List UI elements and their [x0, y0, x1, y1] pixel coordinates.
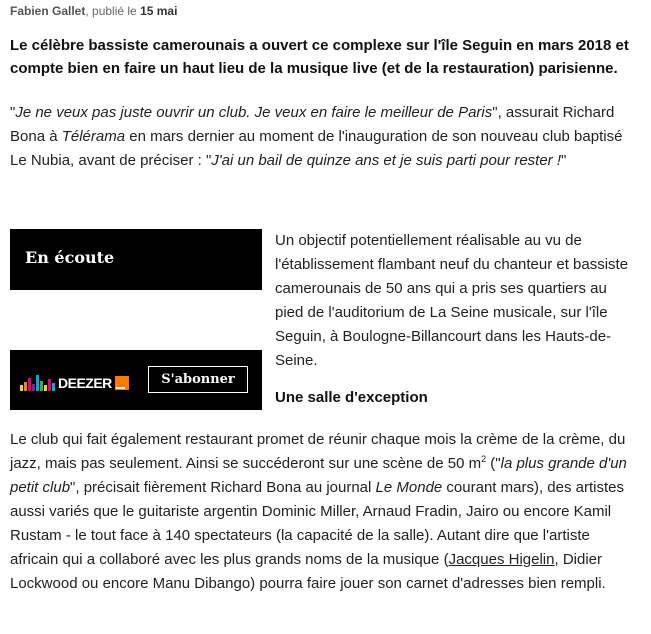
equalizer-bar — [48, 379, 51, 391]
equalizer-bar — [24, 382, 27, 391]
intro-middle-text: en mars dernier au moment de l'inauguration de son nouveau club baptisé Le Nubia, avant de préciser : " — [10, 128, 623, 169]
deezer-player-widget — [10, 229, 262, 410]
equalizer-bar — [20, 385, 23, 391]
paragraph-club — [10, 428, 640, 596]
club-text-b: (" — [486, 455, 501, 472]
equalizer-bar — [32, 384, 35, 391]
quote-open: " — [10, 104, 16, 121]
publish-date: 15 mai — [140, 4, 178, 18]
equalizer-icon — [20, 375, 55, 391]
deezer-logo[interactable] — [20, 371, 129, 391]
player-title: En écoute — [25, 248, 115, 267]
club-text-e: , Didier Lockwood ou encore Manu Dibango) pourra faire jouer son carnet d'adresses bien rempli. — [10, 551, 606, 592]
byline — [10, 0, 639, 18]
quote-close-text: ", assurait Richard Bona à — [10, 104, 615, 145]
quote-bona-1: Je ne veux pas juste ouvrir un club. Je veux en faire le meilleur de Paris — [15, 104, 493, 121]
deezer-wordmark: DEEZER — [58, 375, 112, 391]
link-jacques-higelin[interactable]: Jacques Higelin — [448, 551, 555, 568]
paragraph-club-block — [10, 428, 640, 596]
equalizer-bar — [40, 381, 43, 391]
club-text-d: courant mars), des artistes aussi variés que le guitariste argentin Dominic Miller, Arnaud Fradin, Jairo ou encore Kamil Rustam - le tout face à 140 spectateurs (la capacité de la salle). Autant dire que l'artiste africain qui a collaboré avec les plus grands noms de la musique ( — [10, 479, 624, 568]
orange-logo-icon — [115, 376, 129, 390]
equalizer-bar — [36, 375, 39, 391]
paragraph-objective: Un objectif potentiellement réalisable au vu de l'établissement flambant neuf du chanteur et bassiste camerounais de 50 ans qui a pris ses quartiers au pied de l'auditorium de La Seine musicale, sur l'île Seguin, à Boulogne-Billancourt dans les Hauts-de-Seine. — [275, 232, 629, 369]
paragraph-intro — [10, 101, 639, 173]
subscribe-button[interactable]: S'abonner — [148, 366, 248, 393]
quote-bona-2: J'ai un bail de quinze ans et je suis parti pour rester ! — [211, 152, 562, 169]
section-subheading: Une salle d'exception — [275, 389, 428, 406]
quote-close: " — [561, 152, 567, 169]
squared-superscript: 2 — [481, 454, 487, 464]
club-text-a: Le club qui fait également restaurant promet de réunir chaque mois la crème de la crème, du jazz, mais pas seulement. Ainsi se succéderont sur une scène de 50 m — [10, 431, 626, 472]
magazine-name: Télérama — [61, 128, 126, 145]
club-text-c: ", précisait fièrement Richard Bona au journal — [70, 479, 376, 496]
equalizer-bar — [44, 385, 47, 391]
player-track-area[interactable] — [10, 290, 262, 350]
newspaper-name: Le Monde — [375, 479, 443, 496]
published-label: , publié le — [85, 4, 137, 18]
author-name[interactable]: Fabien Gallet — [10, 4, 86, 18]
equalizer-bar — [52, 383, 55, 391]
quote-small-club: la plus grande d'un petit club — [10, 455, 627, 496]
article-lede: Le célèbre bassiste camerounais a ouvert ce complexe sur l'île Seguin en mars 2018 et compte bien en faire un haut lieu de la musique live (et de la restauration) parisienne. — [10, 37, 629, 77]
equalizer-bar — [28, 378, 31, 391]
